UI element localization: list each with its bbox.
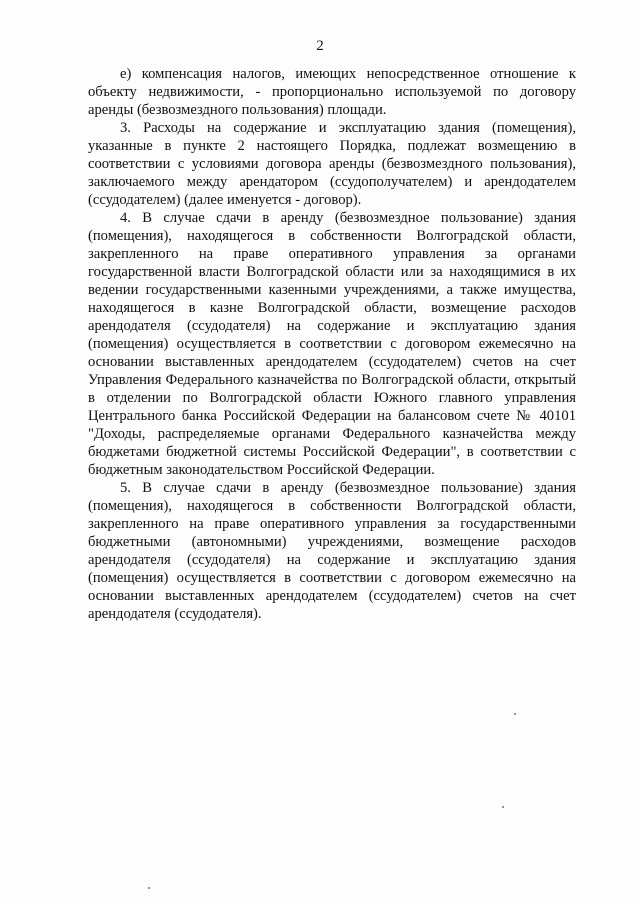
scan-speck — [502, 806, 504, 808]
paragraph-5: 5. В случае сдачи в аренду (безвозмездное пользование) здания (помещения), находящегося в собственности Волгоградской области, закрепленного на праве оперативного управления за государственными бюджетными (автономными) учреждениями, возмещение расходов арендодателя (ссудодателя) на содержание и эксплуатацию здания (помещения) осуществляется в соответствии с договором ежемесячно на основании выставленных арендодателем (ссудодателем) счетов на счет арендодателя (ссудодателя). — [88, 480, 576, 622]
paragraph-4: 4. В случае сдачи в аренду (безвозмездное пользование) здания (помещения), находящегося в собственности Волгоградской области, закрепленного на праве оперативного управления за органами государственной власти Волгоградской области или за находящимися в их ведении государственными казенными учреждениями, а также имущества, находящегося в казне Волгоградской области, возмещение расходов арендодателя (ссудодателя) на содержание и эксплуатацию здания (помещения) осуществляется в соответствии с договором ежемесячно на основании выставленных арендодателем (ссудодателем) счетов на счет Управления Федерального казначейства по Волгоградской области, открытый в отделении по Волгоградской области Южного главного управления Центрального банка Российской Федерации на балансовом счете № 40101 "Доходы, распределяемые органами Федерального казначейства между бюджетами бюджетной системы Российской Федерации", в соответствии с бюджетным законодательством Российской Федерации. — [88, 210, 576, 478]
paragraph-3: 3. Расходы на содержание и эксплуатацию здания (помещения), указанные в пункте 2 настоящего Порядка, подлежат возмещению в соответствии с условиями договора аренды (безвозмездного пользования), заключаемого между арендатором (ссудополучателем) и арендодателем (ссудодателем) (далее именуется - договор). — [88, 120, 576, 208]
scan-speck — [514, 713, 516, 715]
paragraph-item-e: е) компенсация налогов, имеющих непосредственное отношение к объекту недвижимости, - пропорционально используемой по договору аренды (безвозмездного пользования) площади. — [88, 66, 576, 118]
scan-speck — [148, 887, 150, 889]
document-body — [88, 65, 576, 623]
page-number: 2 — [316, 38, 324, 54]
